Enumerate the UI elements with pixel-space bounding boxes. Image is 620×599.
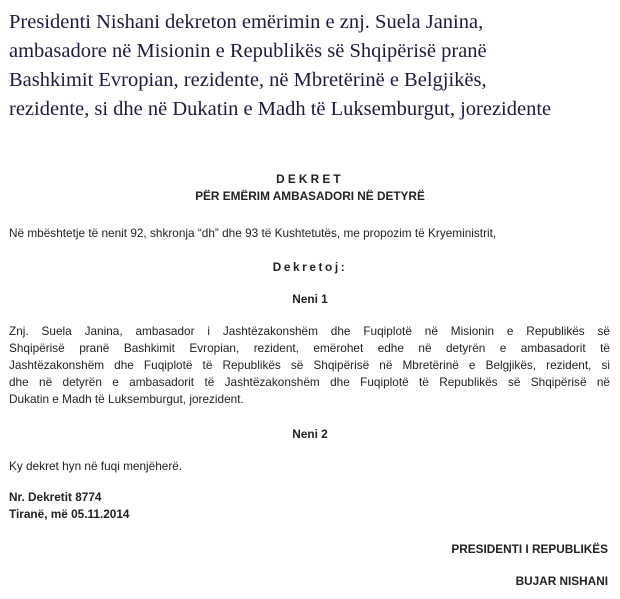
decrees-label: Dekretoj: [272,260,348,274]
article-1-text [9,323,610,408]
legal-basis: Në mbështetje të nenit 92, shkronja “dh” dhe 93 të Kushtetutës, me propozim të Kryeministrit, [9,226,497,240]
decree-subtitle: PËR EMËRIM AMBASADORI NË DETYRË [195,189,425,203]
signatory-title: PRESIDENTI I REPUBLIKËS [451,542,608,556]
place-and-date: Tiranë, më 05.11.2014 [9,507,130,521]
decree-title: DEKRET [276,172,344,186]
article-1-heading: Neni 1 [292,292,328,306]
article-1-line: dhe në detyrën e ambasadorit të Jashtëzakonshëm dhe Fuqiplotë të Republikës së Shqipërisë në [9,375,610,389]
article-1-line: Shqipërisë pranë Bashkimit Evropian, rezident, emërohet edhe në detyrën e ambasadorit të [9,341,610,355]
article-headline [9,8,609,124]
article-1-line: Jashtëzakonshëm dhe Fuqiplotë të Republikës së Shqipërisë në Mbretërinë e Belgjikës, rezident, si [9,358,610,372]
article-1-line: Znj. Suela Janina, ambasador i Jashtëzakonshëm dhe Fuqiplotë në Misionin e Republikës së [9,324,610,338]
headline-line: Bashkimit Evropian, rezidente, në Mbretërinë e Belgjikës, [9,69,487,91]
headline-line: rezidente, si dhe në Dukatin e Madh të Luksemburgut, jorezidente [9,98,552,120]
headline-line: ambasadore në Misionin e Republikës së Shqipërisë pranë [9,40,487,62]
decree-number: Nr. Dekretit 8774 [9,490,102,504]
article-2-heading: Neni 2 [292,427,328,441]
article-1-line: Dukatin e Madh të Luksemburgut, jorezident. [9,392,244,406]
article-2-text: Ky dekret hyn në fuqi menjëherë. [9,459,183,473]
signatory-name: BUJAR NISHANI [515,574,608,588]
headline-line: Presidenti Nishani dekreton emërimin e znj. Suela Janina, [9,11,484,33]
